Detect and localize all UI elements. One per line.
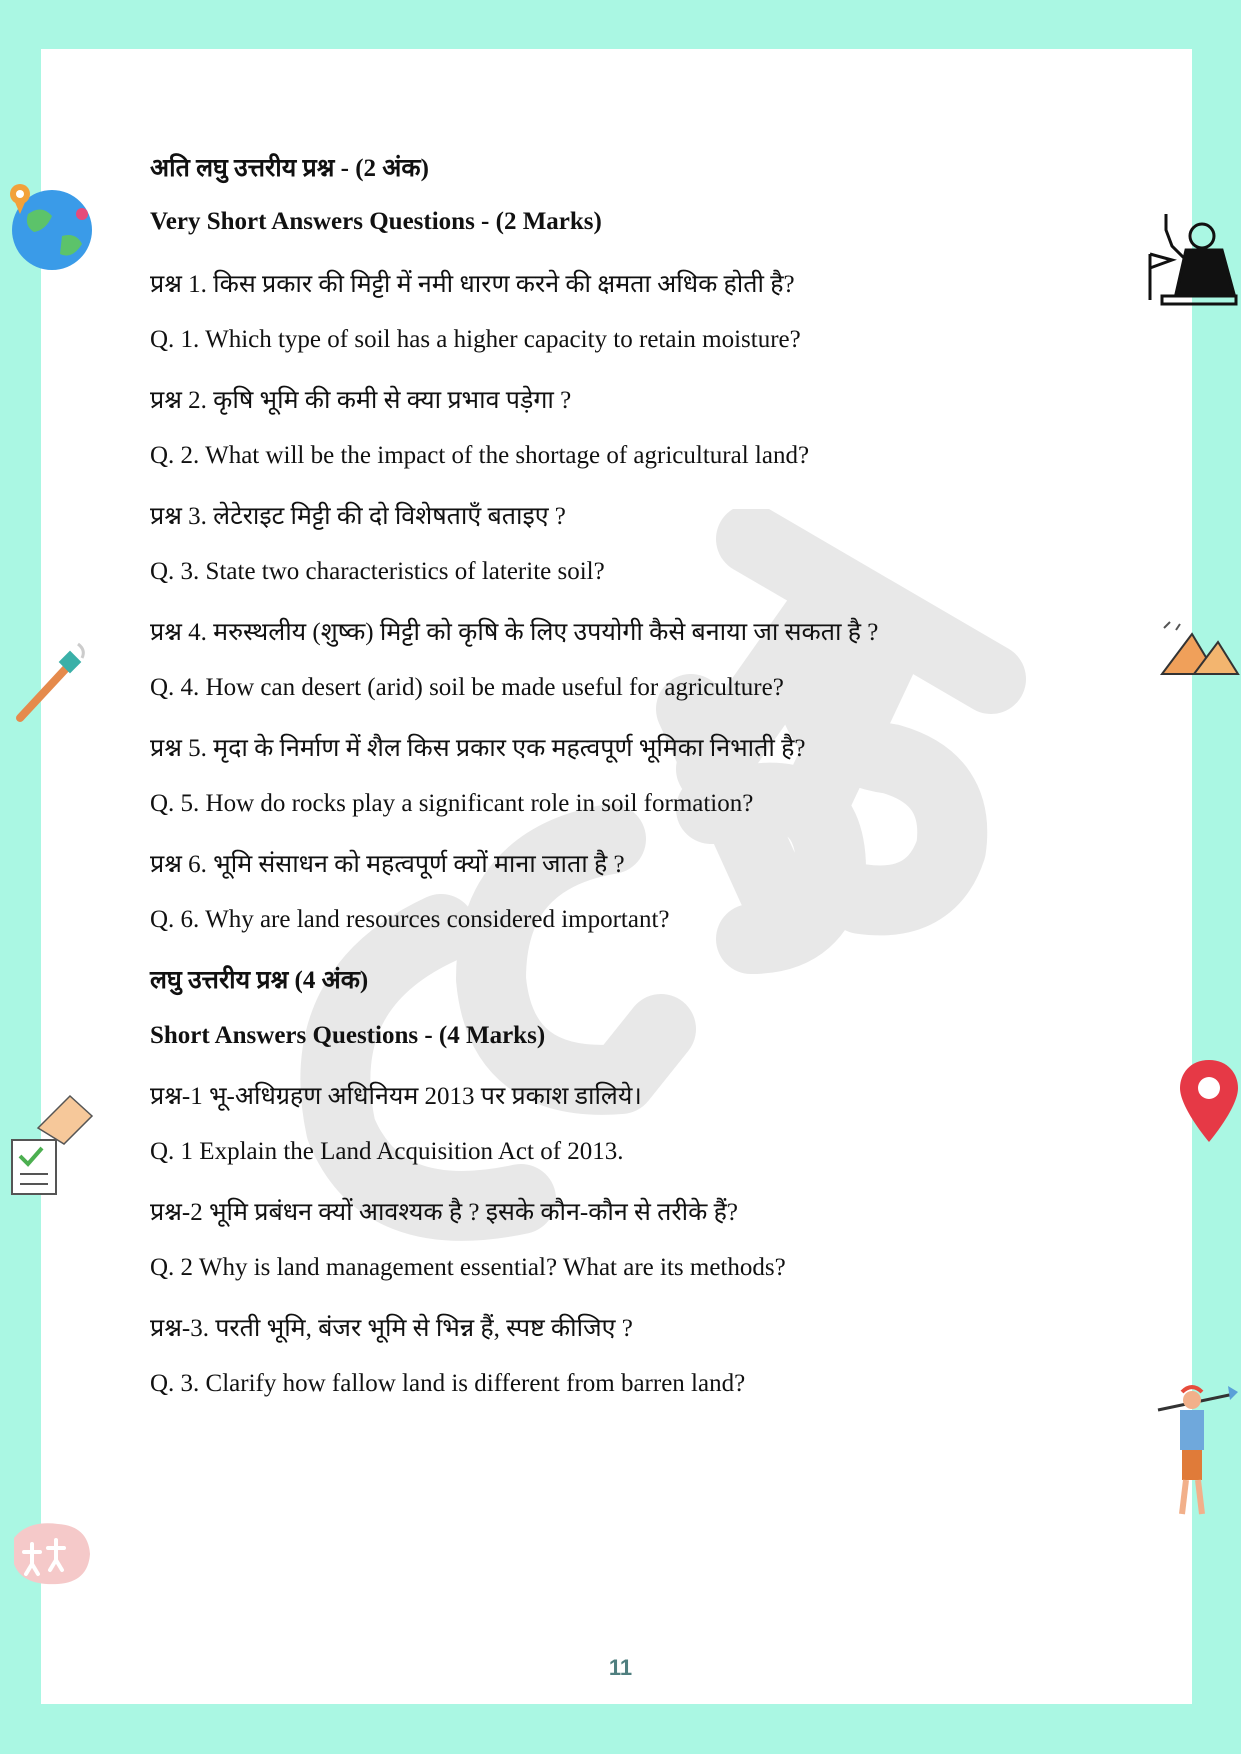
- short-question-2-english: Q. 2 Why is land management essential? What are its methods?: [150, 1254, 786, 1281]
- globe-icon: [6, 180, 92, 276]
- checklist-hand-icon: [8, 1092, 94, 1198]
- question-5-hindi: प्रश्न 5. मृदा के निर्माण में शैल किस प्रकार एक महत्वपूर्ण भूमिका निभाती है?: [150, 735, 806, 762]
- question-4-hindi: प्रश्न 4. मरुस्थलीय (शुष्क) मिट्टी को कृषि के लिए उपयोगी कैसे बनाया जा सकता है ?: [150, 619, 879, 646]
- question-1-english: Q. 1. Which type of soil has a higher capacity to retain moisture?: [150, 326, 801, 353]
- section1-heading-english: Very Short Answers Questions - (2 Marks): [150, 208, 602, 235]
- short-question-2-hindi: प्रश्न-2 भूमि प्रबंधन क्यों आवश्यक है ? इसके कौन-कौन से तरीके हैं?: [150, 1199, 738, 1226]
- location-pin-icon: [1176, 1056, 1241, 1146]
- question-6-english: Q. 6. Why are land resources considered important?: [150, 906, 670, 933]
- question-3-hindi: प्रश्न 3. लेटेराइट मिट्टी की दो विशेषताएँ बताइए ?: [150, 503, 566, 530]
- question-4-english: Q. 4. How can desert (arid) soil be made useful for agriculture?: [150, 674, 784, 701]
- question-2-hindi: प्रश्न 2. कृषि भूमि की कमी से क्या प्रभाव पड़ेगा ?: [150, 387, 572, 414]
- question-3-english: Q. 3. State two characteristics of laterite soil?: [150, 558, 605, 585]
- section2-heading-english: Short Answers Questions - (4 Marks): [150, 1022, 546, 1049]
- question-5-english: Q. 5. How do rocks play a significant role in soil formation?: [150, 790, 754, 817]
- short-question-3-hindi: प्रश्न-3. परती भूमि, बंजर भूमि से भिन्न हैं, स्पष्ट कीजिए ?: [150, 1315, 633, 1342]
- short-question-3-english: Q. 3. Clarify how fallow land is different from barren land?: [150, 1370, 746, 1397]
- torch-icon: [12, 640, 92, 726]
- tribal-figure-icon: [1152, 1380, 1240, 1520]
- cave-painting-icon: [8, 1518, 94, 1588]
- short-question-1-english: Q. 1 Explain the Land Acquisition Act of 2013.: [150, 1138, 624, 1165]
- section2-heading-hindi: लघु उत्तरीय प्रश्न (4 अंक): [150, 967, 369, 994]
- section1-heading-hindi: अति लघु उत्तरीय प्रश्न - (2 अंक): [150, 155, 429, 182]
- student-flag-icon: [1146, 210, 1240, 310]
- page-number: 11: [608, 1655, 633, 1680]
- question-1-hindi: प्रश्न 1. किस प्रकार की मिट्टी में नमी धारण करने की क्षमता अधिक होती है?: [150, 271, 795, 298]
- short-question-1-hindi: प्रश्न-1 भू-अधिग्रहण अधिनियम 2013 पर प्रकाश डालिये।: [150, 1083, 642, 1110]
- question-2-english: Q. 2. What will be the impact of the shortage of agricultural land?: [150, 442, 810, 469]
- question-6-hindi: प्रश्न 6. भूमि संसाधन को महत्वपूर्ण क्यों माना जाता है ?: [150, 851, 625, 878]
- pyramids-icon: [1158, 620, 1240, 680]
